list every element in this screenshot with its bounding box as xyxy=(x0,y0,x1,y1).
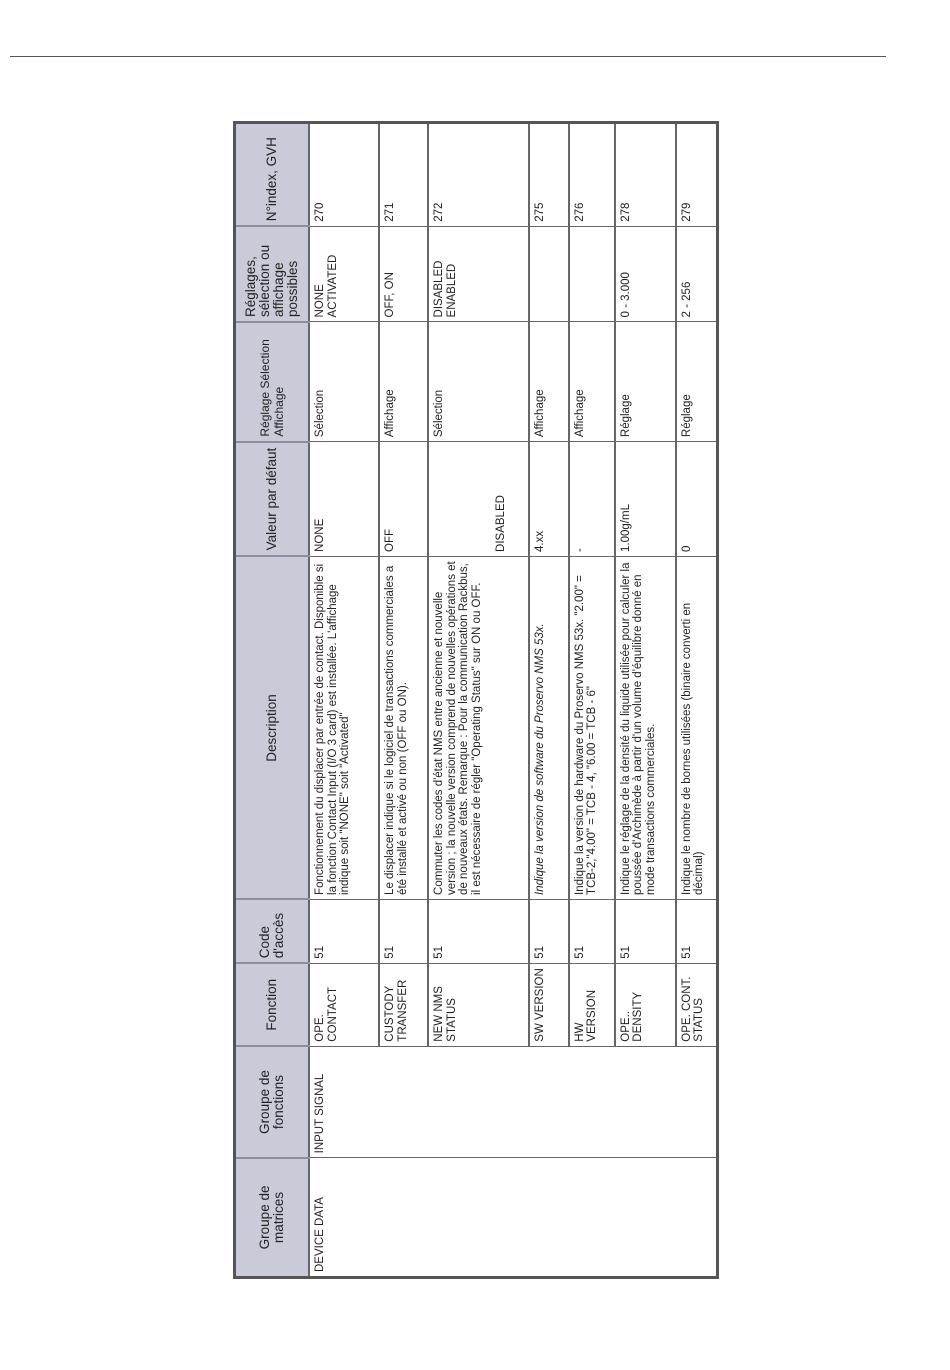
cell-fonction: OPE. CONTACT xyxy=(309,963,379,1046)
cell-reglages-possibles: NONE ACTIVATED xyxy=(309,226,379,322)
cell-fonction: OPE.. DENSITY xyxy=(615,963,676,1046)
cell-groupe-fonctions xyxy=(529,1046,569,1158)
cell-code-acces: 51 xyxy=(676,899,718,963)
cell-index: 278 xyxy=(615,123,676,227)
cell-index: 276 xyxy=(569,123,615,227)
cell-groupe-fonctions xyxy=(569,1046,615,1158)
table-row xyxy=(428,123,529,1278)
header-reglages-possibles: Réglages, sélection ou affichage possibles xyxy=(235,226,310,322)
cell-reglages-possibles: OFF, ON xyxy=(379,226,428,322)
rotated-table xyxy=(233,121,719,1279)
cell-valeur-defaut: 1.00g/mL xyxy=(615,442,676,557)
header-valeur-defaut: Valeur par défaut xyxy=(235,442,310,557)
cell-groupe-fonctions xyxy=(428,1046,529,1158)
cell-description: Indique le nombre de bornes utilisées (binaire converti en décimal) xyxy=(676,556,718,899)
cell-reglage: Affichage xyxy=(529,322,569,442)
cell-reglages-possibles xyxy=(529,226,569,322)
header-groupe-fonctions: Groupe de fonctions xyxy=(235,1046,310,1158)
cell-valeur-defaut: DISABLED xyxy=(428,442,529,557)
cell-groupe-matrices xyxy=(529,1158,569,1278)
cell-code-acces: 51 xyxy=(569,899,615,963)
cell-valeur-defaut: 0 xyxy=(676,442,718,557)
table-row xyxy=(615,123,676,1278)
table-row xyxy=(529,123,569,1278)
table-row xyxy=(309,123,379,1278)
cell-fonction: CUSTODY TRANSFER xyxy=(379,963,428,1046)
cell-index: 271 xyxy=(379,123,428,227)
cell-groupe-matrices xyxy=(428,1158,529,1278)
cell-reglage: Réglage xyxy=(615,322,676,442)
cell-description: Indique la version de software du Proservo NMS 53x. xyxy=(529,556,569,899)
cell-code-acces: 51 xyxy=(379,899,428,963)
cell-index: 272 xyxy=(428,123,529,227)
header-description: Description xyxy=(235,556,310,899)
cell-fonction: OPE. CONT. STATUS xyxy=(676,963,718,1046)
cell-groupe-matrices xyxy=(615,1158,676,1278)
cell-reglage: Sélection xyxy=(428,322,529,442)
header-index: N°index, GVH xyxy=(235,123,310,227)
cell-index: 275 xyxy=(529,123,569,227)
table-header-row xyxy=(235,123,310,1278)
cell-description: Indique la version de hardware du Proservo NMS 53x. "2.00" = TCB-2,"4.00" = TCB - 4, "6.00 = TCB - 6" xyxy=(569,556,615,899)
header-fonction: Fonction xyxy=(235,963,310,1046)
cell-code-acces: 51 xyxy=(428,899,529,963)
header-code-acces: Code d'accès xyxy=(235,899,310,963)
cell-fonction: SW VERSION xyxy=(529,963,569,1046)
cell-reglage: Sélection xyxy=(309,322,379,442)
table-row xyxy=(379,123,428,1278)
cell-groupe-fonctions xyxy=(615,1046,676,1158)
cell-groupe-matrices xyxy=(379,1158,428,1278)
cell-valeur-defaut: 4.xx xyxy=(529,442,569,557)
rotated-table-wrapper xyxy=(233,121,706,1281)
cell-reglages-possibles: DISABLED ENABLED xyxy=(428,226,529,322)
cell-fonction: HW VERSION xyxy=(569,963,615,1046)
cell-description: Indique le réglage de la densité du liquide utilisée pour calculer la poussée d'Archimède à partir d'un volume d'équilibre donné en mode transactions commerciales. xyxy=(615,556,676,899)
cell-valeur-defaut: OFF xyxy=(379,442,428,557)
cell-reglage: Réglage xyxy=(676,322,718,442)
cell-reglage: Affichage xyxy=(379,322,428,442)
header-reglage: Réglage Sélection Affichage xyxy=(235,322,310,442)
cell-index: 279 xyxy=(676,123,718,227)
cell-reglages-possibles: 2 - 256 xyxy=(676,226,718,322)
parameter-table xyxy=(233,121,719,1279)
cell-reglage: Affichage xyxy=(569,322,615,442)
cell-code-acces: 51 xyxy=(615,899,676,963)
cell-groupe-fonctions: INPUT SIGNAL xyxy=(309,1046,379,1158)
cell-groupe-matrices xyxy=(676,1158,718,1278)
header-rule xyxy=(10,56,886,57)
cell-valeur-defaut: NONE xyxy=(309,442,379,557)
table-row xyxy=(676,123,718,1278)
cell-reglages-possibles: 0 - 3.000 xyxy=(615,226,676,322)
cell-valeur-defaut: - xyxy=(569,442,615,557)
cell-code-acces: 51 xyxy=(309,899,379,963)
cell-groupe-matrices: DEVICE DATA xyxy=(309,1158,379,1278)
cell-fonction: NEW NMS STATUS xyxy=(428,963,529,1046)
cell-groupe-fonctions xyxy=(676,1046,718,1158)
table-row xyxy=(569,123,615,1278)
cell-groupe-matrices xyxy=(569,1158,615,1278)
cell-description: Commuter les codes d'état NMS entre ancienne et nouvelle version ; la nouvelle version comprend de nouvelles opérations et de nouveaux états. Remarque : Pour la communication Rackbus, il est nécessaire de régler "Operating Status" sur ON ou OFF. xyxy=(428,556,529,899)
cell-description: Fonctionnement du displacer par entrée de contact. Disponible si la fonction Contact Input (I/O 3 card) est installée. L'affichage indique soit "NONE" soit "Activated" xyxy=(309,556,379,899)
header-groupe-matrices: Groupe de matrices xyxy=(235,1158,310,1278)
cell-description: Le displacer indique si le logiciel de transactions commerciales a été installé et activé ou non (OFF ou ON). xyxy=(379,556,428,899)
cell-groupe-fonctions xyxy=(379,1046,428,1158)
cell-reglages-possibles xyxy=(569,226,615,322)
cell-index: 270 xyxy=(309,123,379,227)
cell-code-acces: 51 xyxy=(529,899,569,963)
